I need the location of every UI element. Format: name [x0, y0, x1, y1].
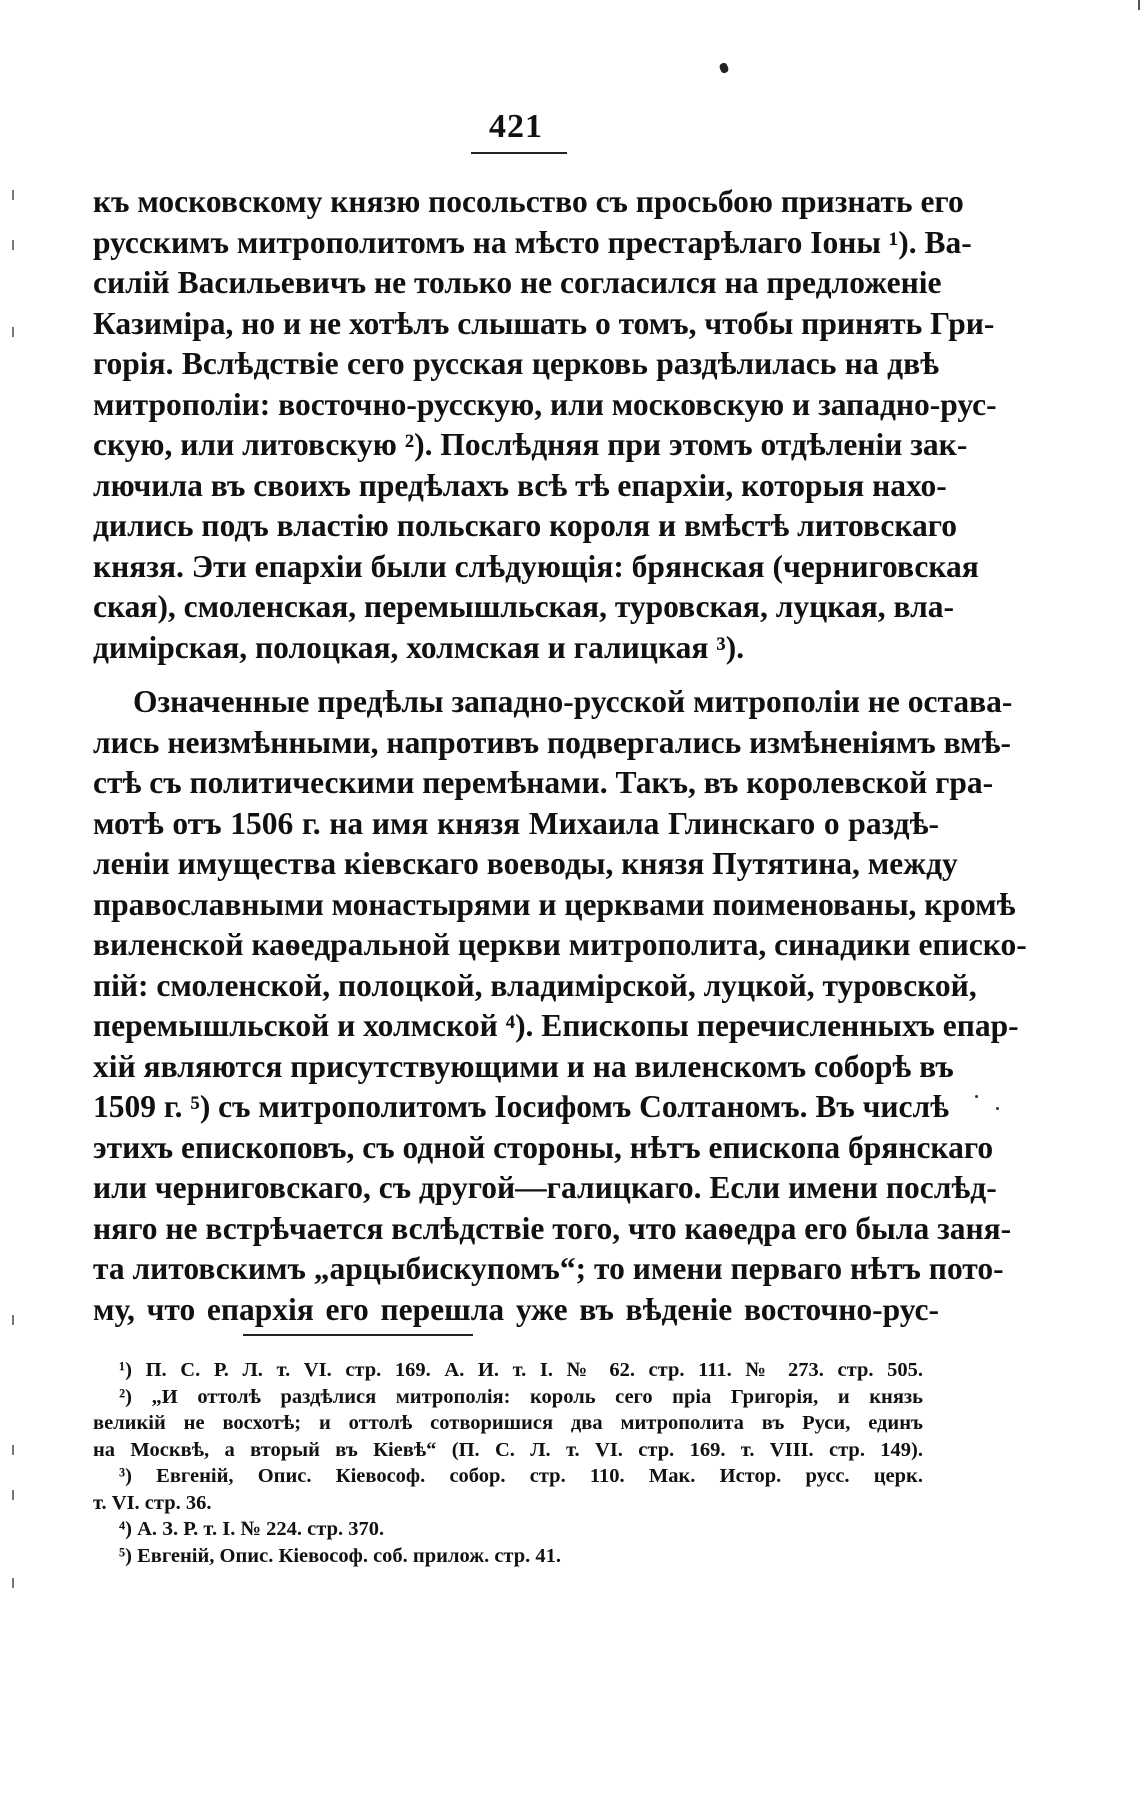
text-line: няго не встрѣчается вслѣдствіе того, что каѳедра его была заня- — [93, 1210, 1012, 1246]
left-margin-mark — [12, 1578, 14, 1588]
text-line: лючила въ своихъ предѣлахъ всѣ тѣ епархіи, которыя нахо- — [93, 467, 947, 503]
footnotes — [93, 1357, 923, 1569]
left-margin-mark — [12, 240, 14, 250]
page-number-rule — [471, 152, 567, 154]
body-text — [93, 182, 1027, 1330]
text-line: или черниговскаго, съ другой—галицкаго. Если имени послѣд- — [93, 1170, 997, 1205]
footnote-line: ²) „И оттолѣ раздѣлися митрополія: король сего пріа Григорія, и князь — [119, 1385, 923, 1408]
paragraph-gap — [93, 668, 939, 682]
text-line: 1509 г. ⁵) съ митрополитомъ Іосифомъ Солтаномъ. Въ числѣ — [93, 1089, 950, 1124]
text-line: та литовскимъ „арцыбискупомъ“; то имени перваго нѣтъ пото- — [93, 1251, 1004, 1286]
text-line: хій являются присутствующими и на виленскомъ соборѣ въ — [93, 1048, 954, 1084]
left-margin-mark — [12, 1445, 14, 1455]
left-margin-mark — [12, 190, 14, 200]
footnote-line: ⁵) Евгеній, Опис. Кіевософ. соб. прилож. стр. 41. — [119, 1544, 562, 1567]
text-line: ская), смоленская, перемышльская, туровская, луцкая, вла- — [93, 589, 955, 624]
right-margin-speck — [996, 1107, 999, 1110]
footnote-line: великій не восхотѣ; и оттолѣ сотворишися два митрополита въ Руси, единъ — [93, 1412, 923, 1434]
footnote-separator — [243, 1334, 473, 1336]
text-line: Означенные предѣлы западно-русской митрополіи не остава- — [133, 684, 1013, 719]
text-line: перемышльской и холмской ⁴). Епископы перечисленныхъ епар- — [93, 1008, 1019, 1043]
left-margin-mark — [12, 327, 14, 337]
footnote-line: ⁴) А. З. Р. т. I. № 224. стр. 370. — [119, 1518, 385, 1540]
ink-speck — [719, 62, 730, 74]
text-line: димірская, полоцкая, холмская и галицкая ³). — [93, 629, 745, 665]
text-line: православными монастырями и церквами поименованы, кромѣ — [93, 886, 1016, 922]
footnote-line: ¹) П. С. Р. Л. т. VI. стр. 169. А. И. т. I. № 62. стр. 111. № 273. стр. 505. — [119, 1359, 923, 1381]
text-line: этихъ епископовъ, съ одной стороны, нѣтъ епископа брянскаго — [93, 1129, 994, 1165]
text-line: пій: смоленской, полоцкой, владимірской, луцкой, туровской, — [93, 967, 977, 1003]
left-margin-mark — [12, 1315, 14, 1325]
footnote-line: на Москвѣ, а вторый въ Кіевѣ“ (П. С. Л. т. VI. стр. 169. т. VIII. стр. 149). — [93, 1438, 923, 1461]
text-line: силій Васильевичъ не только не согласился на предложеніе — [93, 265, 942, 300]
text-line: горія. Вслѣдствіе сего русская церковь раздѣлилась на двѣ — [93, 346, 939, 381]
left-margin-mark — [12, 1490, 14, 1500]
footnote-line: ³) Евгеній, Опис. Кіевософ. собор. стр. 110. Мак. Истор. русс. церк. — [119, 1465, 923, 1487]
text-line: дились подъ властію польскаго короля и вмѣстѣ литовскаго — [93, 508, 958, 543]
text-line: му, что епархія его перешла уже въ вѣденіе восточно-рус- — [93, 1291, 939, 1327]
text-line: князя. Эти епархіи были слѣдующія: брянская (черниговская — [93, 548, 979, 584]
page-number: 421 — [489, 108, 543, 145]
text-line: леніи имущества кіевскаго воеводы, князя Путятина, между — [93, 846, 958, 881]
text-line: русскимъ митрополитомъ на мѣсто престарѣлаго Іоны ¹). Ва- — [93, 224, 972, 260]
footnote-line: т. VI. стр. 36. — [93, 1491, 212, 1514]
text-line: скую, или литовскую ²). Послѣдняя при этомъ отдѣленіи зак- — [93, 427, 968, 462]
right-margin-speck — [975, 1095, 978, 1098]
text-line: виленской каѳедральной церкви митрополита, синадики еписко- — [93, 927, 1027, 962]
text-line: мотѣ отъ 1506 г. на имя князя Михаила Глинскаго о раздѣ- — [93, 805, 939, 841]
text-line: лись неизмѣнными, напротивъ подвергались измѣненіямъ вмѣ- — [93, 724, 1011, 760]
text-line: Казиміра, но и не хотѣлъ слышать о томъ, чтобы принять Гри- — [93, 305, 995, 341]
text-line: къ московскому князю посольство съ просьбою признать его — [93, 184, 964, 219]
text-line: митрополіи: восточно-русскую, или московскую и западно-рус- — [93, 386, 997, 422]
text-line: стѣ съ политическими перемѣнами. Такъ, въ королевской гра- — [93, 765, 994, 800]
